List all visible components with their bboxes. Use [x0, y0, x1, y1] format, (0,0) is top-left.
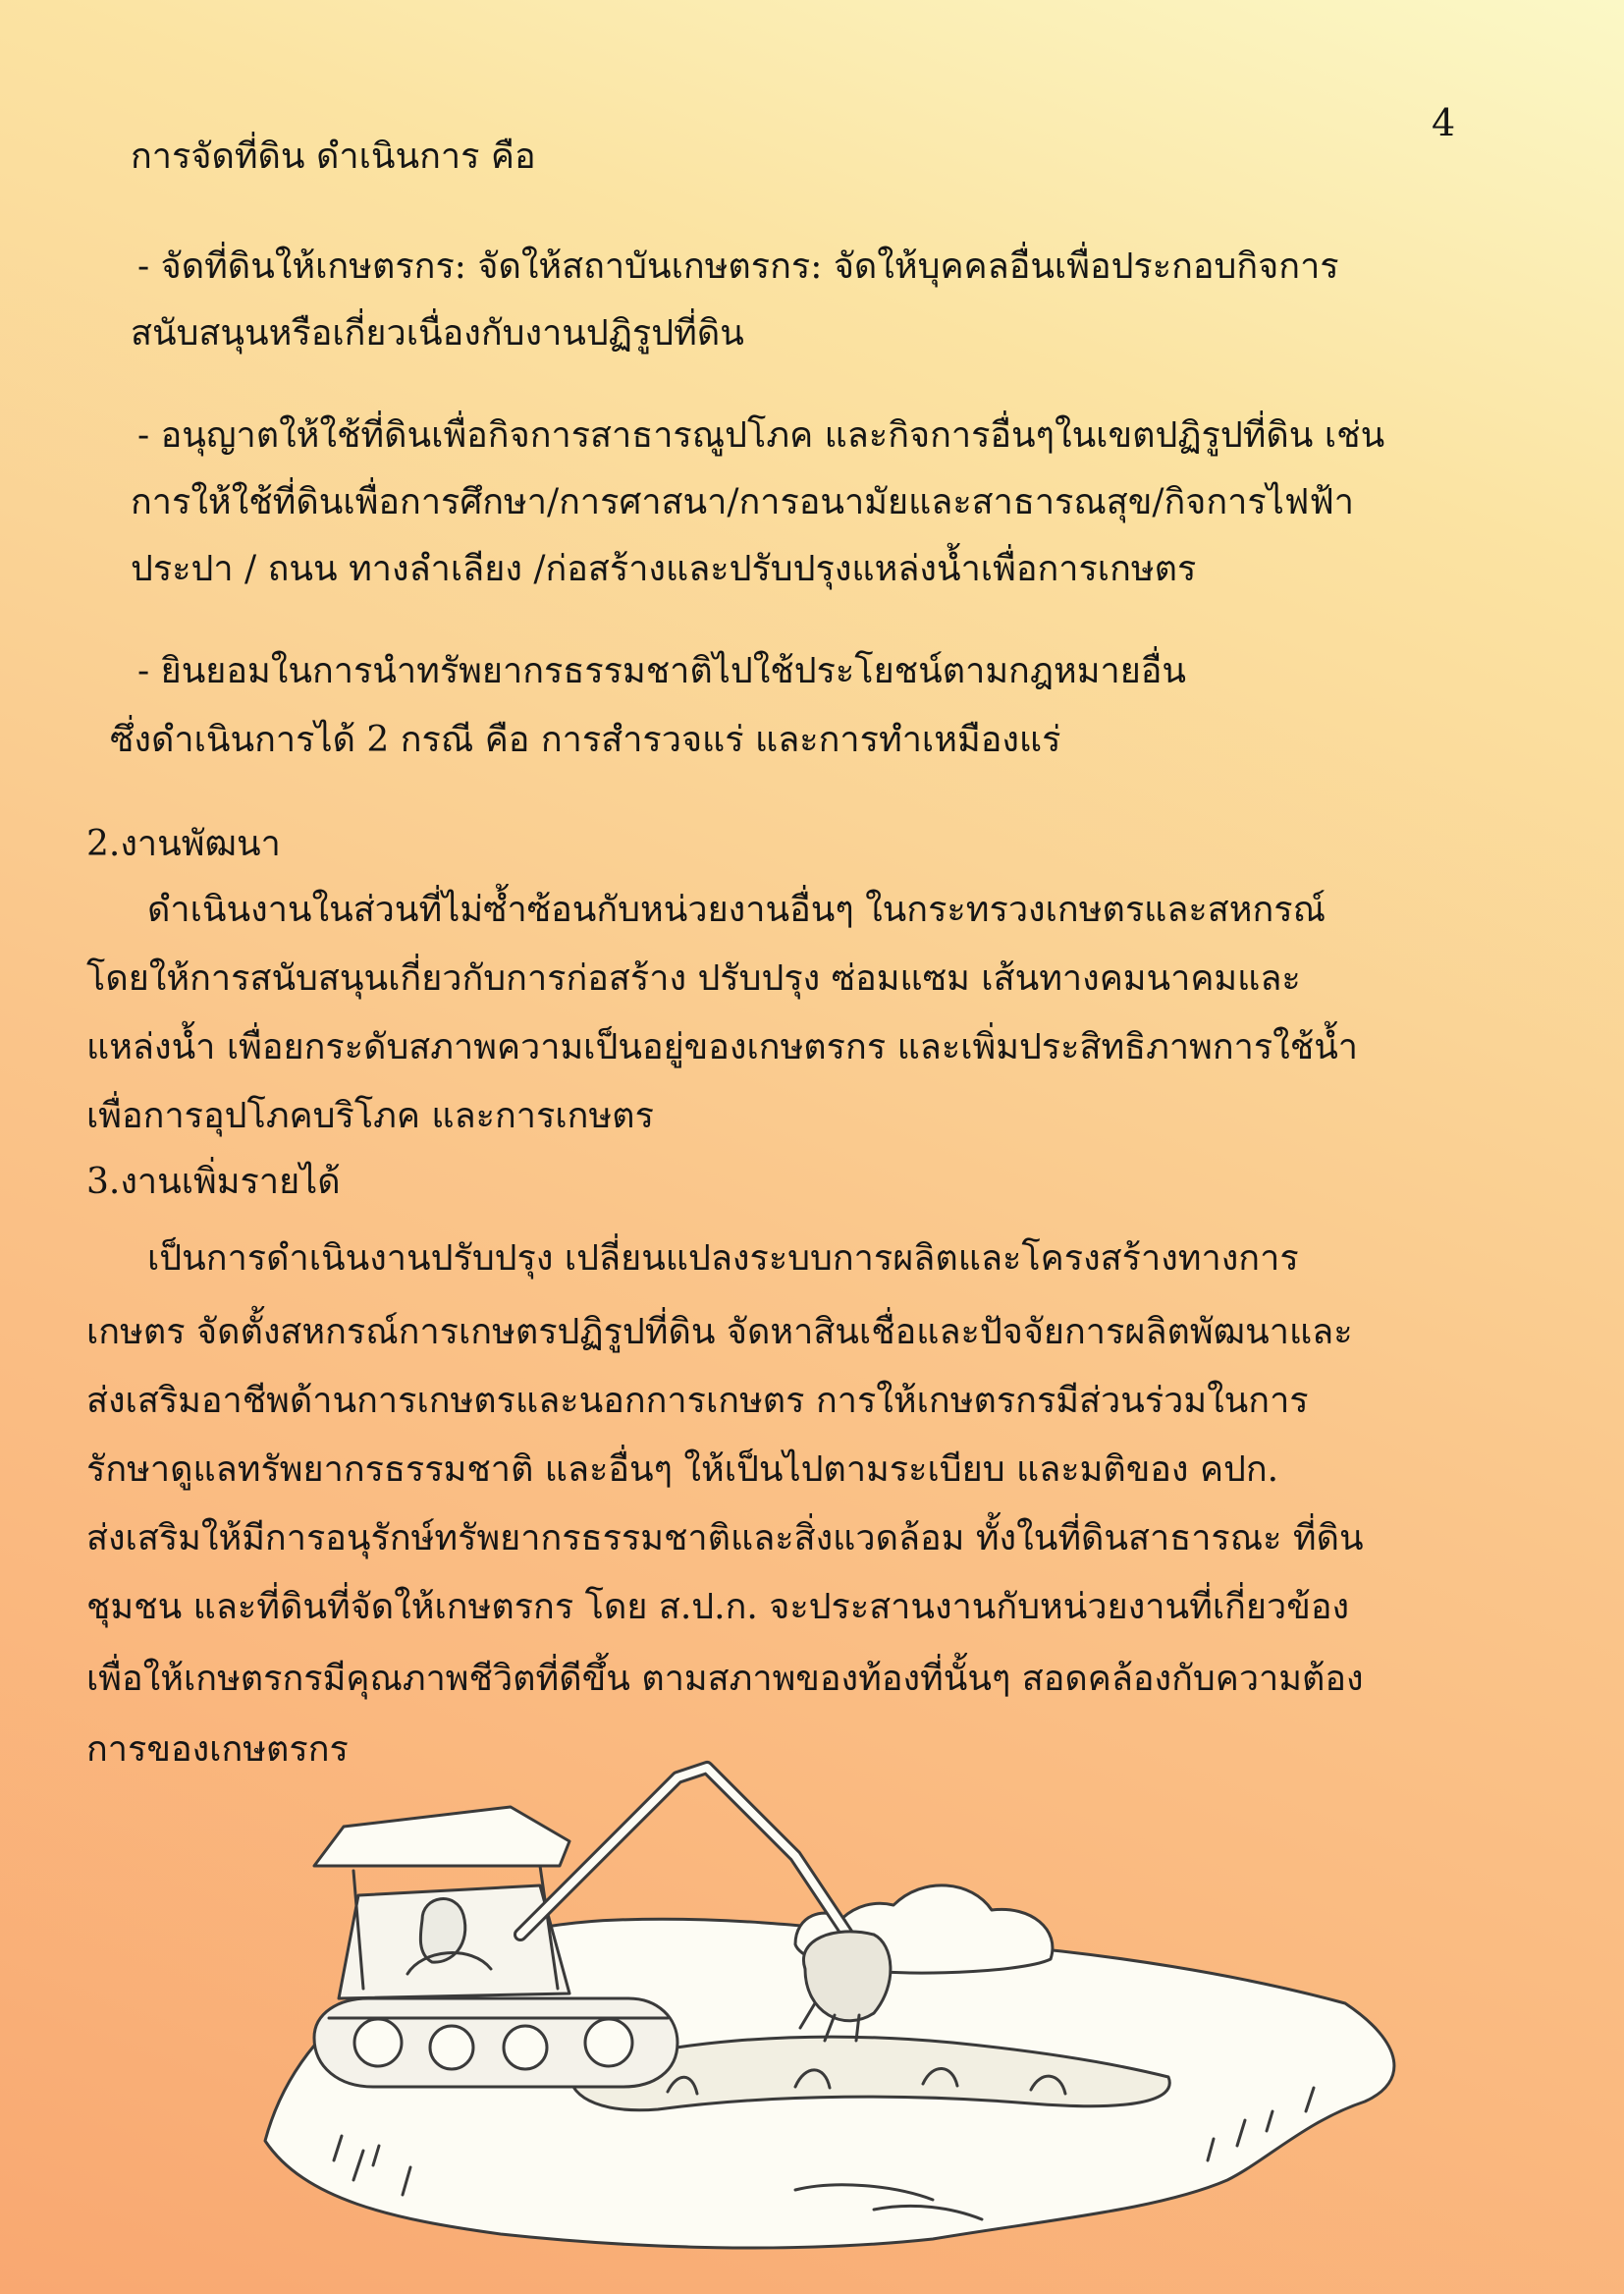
income-line-7: เพื่อให้เกษตรกรมีคุณภาพชีวิตที่ดีขึ้น ตามสภาพของท้องที่นั้นๆ สอดคล้องกับความต้อง — [86, 1659, 1364, 1699]
allocation-item-2-line-3: ประปา / ถนน ทางลำเลียง /ก่อสร้างและปรับปรุงแหล่งน้ำเพื่อการเกษตร — [131, 549, 1197, 589]
excavator-roof — [314, 1807, 569, 1866]
income-line-8: การของเกษตรกร — [86, 1729, 349, 1770]
income-line-4: รักษาดูแลทรัพยากรธรรมชาติ และอื่นๆ ให้เป็นไปตามระเบียบ และมติของ คปก. — [86, 1449, 1279, 1490]
income-heading: 3.งานเพิ่มรายได้ — [86, 1162, 341, 1202]
allocation-item-3-line-1: - ยินยอมในการนำทรัพยากรธรรมชาติไปใช้ประโยชน์ตามกฎหมายอื่น — [137, 651, 1187, 691]
allocation-item-2-line-1: - อนุญาตให้ใช้ที่ดินเพื่อกิจการสาธารณูปโภค และกิจการอื่นๆในเขตปฏิรูปที่ดิน เช่น — [137, 415, 1385, 456]
income-line-6: ชุมชน และที่ดินที่จัดให้เกษตรกร โดย ส.ป.ก. จะประสานงานกับหน่วยงานที่เกี่ยวข้อง — [86, 1587, 1350, 1627]
excavator-illustration — [245, 1748, 1424, 2259]
development-line-3: แหล่งน้ำ เพื่อยกระดับสภาพความเป็นอยู่ของเกษตรกร และเพิ่มประสิทธิภาพการใช้น้ำ — [86, 1027, 1359, 1067]
income-line-1: เป็นการดำเนินงานปรับปรุง เปลี่ยนแปลงระบบการผลิตและโครงสร้างทางการ — [147, 1238, 1299, 1279]
income-line-3: ส่งเสริมอาชีพด้านการเกษตรและนอกการเกษตร การให้เกษตรกรมีส่วนร่วมในการ — [86, 1381, 1309, 1421]
development-line-4: เพื่อการอุปโภคบริโภค และการเกษตร — [86, 1096, 654, 1136]
income-line-2: เกษตร จัดตั้งสหกรณ์การเกษตรปฏิรูปที่ดิน จัดหาสินเชื่อและปัจจัยการผลิตพัฒนาและ — [86, 1312, 1353, 1352]
income-line-5: ส่งเสริมให้มีการอนุรักษ์ทรัพยากรธรรมชาติและสิ่งแวดล้อม ทั้งในที่ดินสาธารณะ ที่ดิน — [86, 1518, 1364, 1558]
development-line-1: ดำเนินงานในส่วนที่ไม่ซ้ำซ้อนกับหน่วยงานอื่นๆ ในกระทรวงเกษตรและสหกรณ์ — [147, 890, 1326, 930]
development-heading: 2.งานพัฒนา — [86, 824, 281, 864]
allocation-item-2-line-2: การให้ใช้ที่ดินเพื่อการศึกษา/การศาสนา/การอนามัยและสาธารณสุข/กิจการไฟฟ้า — [131, 482, 1355, 522]
page-number: 4 — [1432, 101, 1456, 144]
allocation-item-3-line-2: ซึ่งดำเนินการได้ 2 กรณี คือ การสำรวจแร่ และการทำเหมืองแร่ — [110, 720, 1061, 760]
development-line-2: โดยให้การสนับสนุนเกี่ยวกับการก่อสร้าง ปรับปรุง ซ่อมแซม เส้นทางคมนาคมและ — [86, 958, 1301, 999]
allocation-item-1-line-2: สนับสนุนหรือเกี่ยวเนื่องกับงานปฏิรูปที่ดิน — [131, 313, 744, 354]
land-allocation-heading: การจัดที่ดิน ดำเนินการ คือ — [131, 137, 536, 177]
allocation-item-1-line-1: - จัดที่ดินให้เกษตรกร: จัดให้สถาบันเกษตรกร: จัดให้บุคคลอื่นเพื่อประกอบกิจการ — [137, 246, 1339, 287]
